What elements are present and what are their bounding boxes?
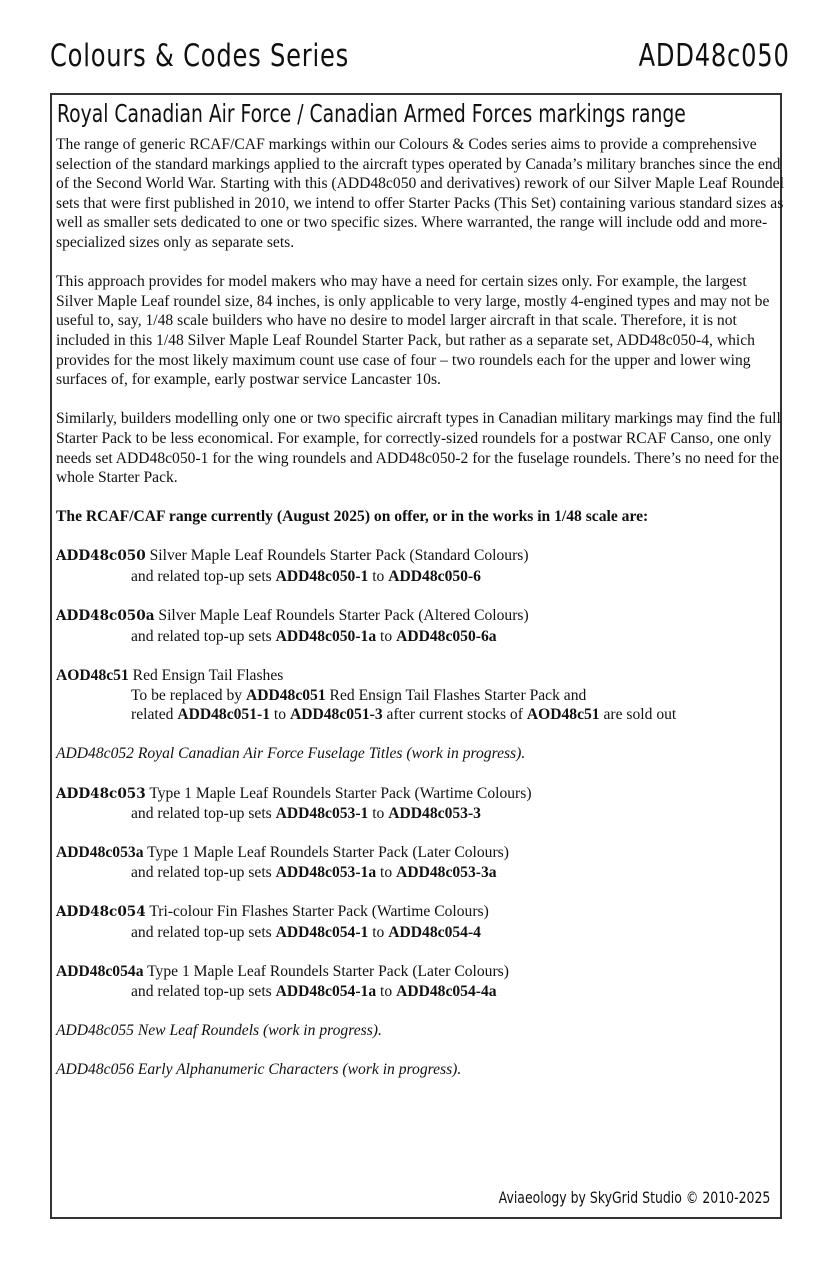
range-entry-add48c053a: ADD48c053a Type 1 Maple Leaf Roundels Starter Pack (Later Colours) and related top-up sets ADD48c053-1a to ADD48c053-3a: [56, 844, 509, 881]
entry-code: AOD48c51: [56, 667, 129, 685]
range-entry-add48c054a: ADD48c054a Type 1 Maple Leaf Roundels Starter Pack (Later Colours) and related top-up sets ADD48c054-1a to ADD48c054-4a: [56, 962, 509, 1000]
range-entry-add48c056: ADD48c056 Early Alphanumeric Characters (work in progress).: [56, 1060, 462, 1078]
series-title: Colours & Codes Series: [50, 38, 349, 74]
entry-code: ADD48c054a: [56, 962, 144, 980]
entry-code: ADD48c053a: [56, 844, 144, 862]
entry-code: ADD48c050a: [56, 608, 155, 625]
range-entry-add48c053: ADD48c053 Type 1 Maple Leaf Roundels Starter Pack (Wartime Colours) and related top-up sets ADD48c053-1 to ADD48c053-3: [56, 784, 532, 823]
product-code-title: ADD48c050: [638, 38, 790, 74]
content-frame: [50, 93, 782, 1219]
entry-code: ADD48c054: [56, 904, 146, 921]
economy-paragraph: Similarly, builders modelling only one or two specific aircraft types in Canadian military markings may find the full Starter Pack to be less economical. For example, for correctly-sized roundels for a postwar RCAF Canso, one only needs set ADD48c050-1 for the wing roundels and ADD48c050-2 for the fuselage roundels. There’s no need for the whole Starter Pack.: [56, 410, 781, 487]
range-entry-add48c050: ADD48c050 Silver Maple Leaf Roundels Starter Pack (Standard Colours) and related top-up sets ADD48c050-1 to ADD48c050-6: [56, 547, 529, 586]
copyright-footer: Aviaeology by SkyGrid Studio © 2010-2025: [498, 1188, 770, 1207]
entry-code: ADD48c050: [56, 548, 146, 565]
body-text: [56, 135, 786, 1099]
range-entry-add48c052: ADD48c052 Royal Canadian Air Force Fuselage Titles (work in progress).: [56, 745, 526, 763]
range-entry-add48c050a: ADD48c050a Silver Maple Leaf Roundels Starter Pack (Altered Colours) and related top-up sets ADD48c050-1a to ADD48c050-6a: [56, 607, 529, 645]
intro-paragraph: The range of generic RCAF/CAF markings within our Colours & Codes series aims to provide a comprehensive selection of the standard markings applied to the aircraft types operated by Canada’s military branches since the end of the Second World War. Starting with this (ADD48c050 and derivatives) rework of our Silver Maple Leaf Roundel sets that were first published in 2010, we intend to offer Starter Packs (This Set) containing various standard sizes as well as smaller sets dedicated to one or two specific sizes. Where warranted, the range will include odd and more-specialized sizes only as separate sets.: [56, 136, 784, 251]
range-entry-add48c054: ADD48c054 Tri-colour Fin Flashes Starter Pack (Wartime Colours) and related top-up sets ADD48c054-1 to ADD48c054-4: [56, 903, 489, 941]
range-entry-aod48c51: AOD48c51 Red Ensign Tail Flashes To be replaced by ADD48c051 Red Ensign Tail Flashes Starter Pack and related ADD48c051-1 to ADD48c051-3 after current stocks of AOD48c51 are sold out: [56, 667, 677, 724]
box-title: Royal Canadian Air Force / Canadian Armed Forces markings range: [57, 99, 686, 128]
approach-paragraph: This approach provides for model makers who may have a need for certain sizes only. For example, the largest Silver Maple Leaf roundel size, 84 inches, is only applicable to very large, mostly 4-engined types and may not be useful to, say, 1/48 scale builders who have no desire to model larger aircraft in that scale. Therefore, it is not included in this 1/48 Silver Maple Leaf Roundel Starter Pack, but rather as a separate set, ADD48c050-4, which provides for the most likely maximum count use case of four – two roundels each for the upper and lower wing surfaces of, for example, early postwar service Lancaster 10s.: [56, 273, 770, 389]
entry-code: ADD48c053: [56, 785, 146, 802]
range-heading: The RCAF/CAF range currently (August 2025) on offer, or in the works in 1/48 scale are:: [56, 508, 649, 526]
range-entry-add48c055: ADD48c055 New Leaf Roundels (work in progress).: [56, 1021, 382, 1039]
